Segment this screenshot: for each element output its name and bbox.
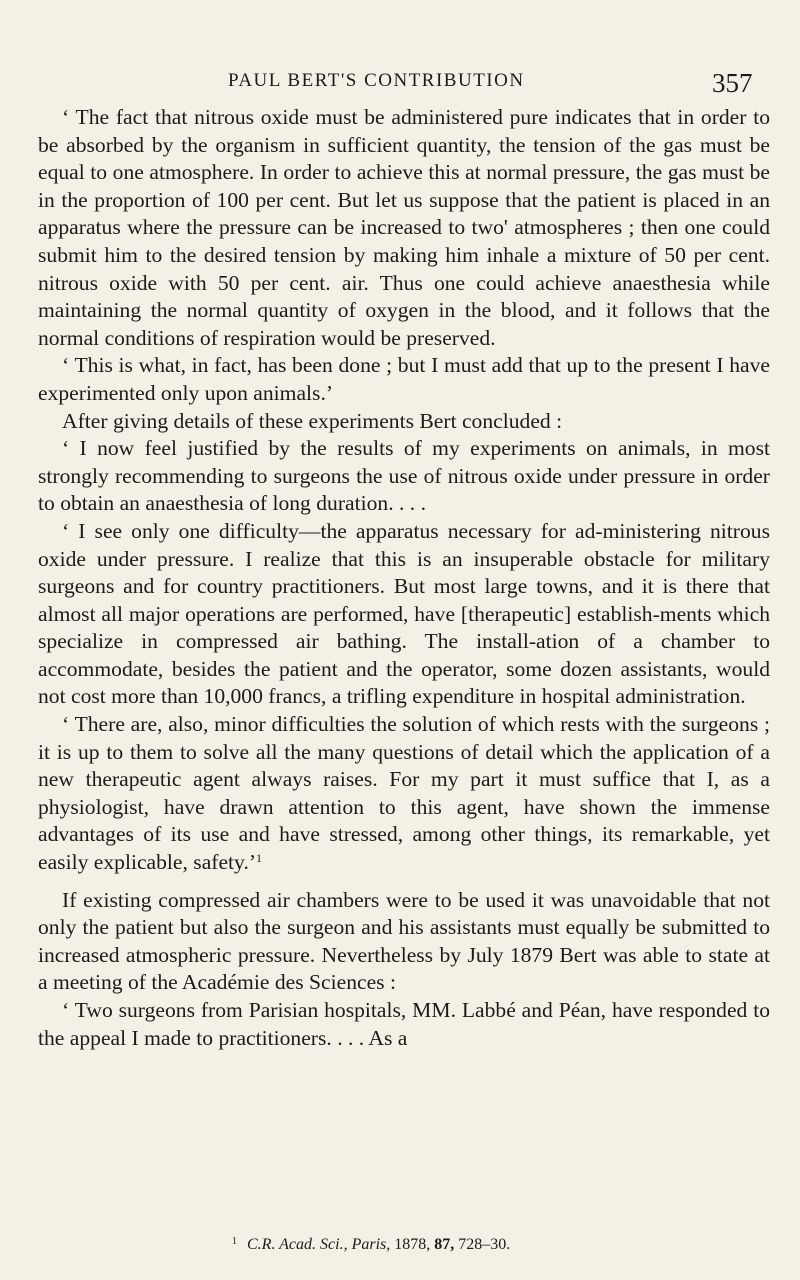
- footnote: [232, 1233, 510, 1254]
- paragraph-compressed-air-chambers: If existing compressed air chambers were to be used it was unavoidable that not only the patient but also the surgeon and his assistants must equally be submitted to increased atmospheric pressure. Nevertheless by July 1879 Bert was able to state at a meeting of the Académie des Sciences :: [38, 887, 770, 995]
- footnote-reference: 1: [256, 851, 263, 866]
- footnote-marker: 1: [232, 1236, 237, 1247]
- paragraph-apparatus-difficulty: ‘ I see only one difficulty—the apparatus necessary for ad-ministering nitrous oxide under pressure. I realize that this is an insuperable obstacle for military surgeons and for country practitioners. But most large towns, and it is there that almost all major operations are performed, have [therapeutic] establish-ments which specialize in compressed air bathing. The install-ation of a chamber to accommodate, besides the patient and the operator, some dozen assistants, would not cost more than 10,000 francs, a trifling expenditure in hospital administration.: [38, 518, 770, 709]
- paragraph-minor-difficulties: [38, 711, 770, 877]
- running-head: [0, 68, 800, 108]
- running-head-title: PAUL BERT'S CONTRIBUTION: [228, 70, 525, 91]
- paragraph-recommendation: ‘ I now feel justified by the results of my experiments on animals, in most strongly recommending to surgeons the use of nitrous oxide under pressure in order to obtain an anaesthesia of long duration. . . .: [38, 436, 770, 516]
- paragraph-minor-difficulties-text: ‘ There are, also, minor difficulties the solution of which rests with the surgeons ; it is up to them to solve all the many questions of detail which the application of a new therapeutic agent always raises. For my part it must suffice that I, as a physiologist, have drawn attention to this agent, have shown the immense advantages of its use and have stressed, among other things, its remarkable, yet easily explicable, safety.’: [38, 712, 770, 875]
- footnote-volume: 87,: [434, 1236, 455, 1253]
- paragraph-nitrous-oxide-pressure: ‘ The fact that nitrous oxide must be administered pure indicates that in order to be absorbed by the organism in sufficient quantity, the tension of the gas must be equal to one atmosphere. In order to achieve this at normal pressure, the gas must be in the proportion of 100 per cent. But let us suppose that the patient is placed in an apparatus where the pressure can be increased to two' atmospheres ; then one could submit him to the desired tension by making him inhale a mixture of 50 per cent. nitrous oxide with 50 per cent. air. Thus one could achieve anaesthesia while maintaining the normal quantity of oxygen in the blood, and it follows that the normal conditions of respiration would be preserved.: [38, 105, 770, 350]
- paragraph-bert-concluded: After giving details of these experiments Bert concluded :: [62, 408, 563, 433]
- page-number: 357: [712, 68, 753, 98]
- paragraph-two-surgeons: ‘ Two surgeons from Parisian hospitals, MM. Labbé and Péan, have responded to the appeal I made to practitioners. . . . As a: [38, 998, 770, 1050]
- body-text: [38, 104, 770, 1052]
- footnote-pages: 728–30.: [458, 1236, 511, 1253]
- footnote-source: C.R. Acad. Sci., Paris,: [247, 1236, 391, 1253]
- footnote-year: 1878,: [394, 1236, 431, 1253]
- paragraph-experimented-on-animals: ‘ This is what, in fact, has been done ; but I must add that up to the present I have experimented only upon animals.’: [38, 353, 770, 405]
